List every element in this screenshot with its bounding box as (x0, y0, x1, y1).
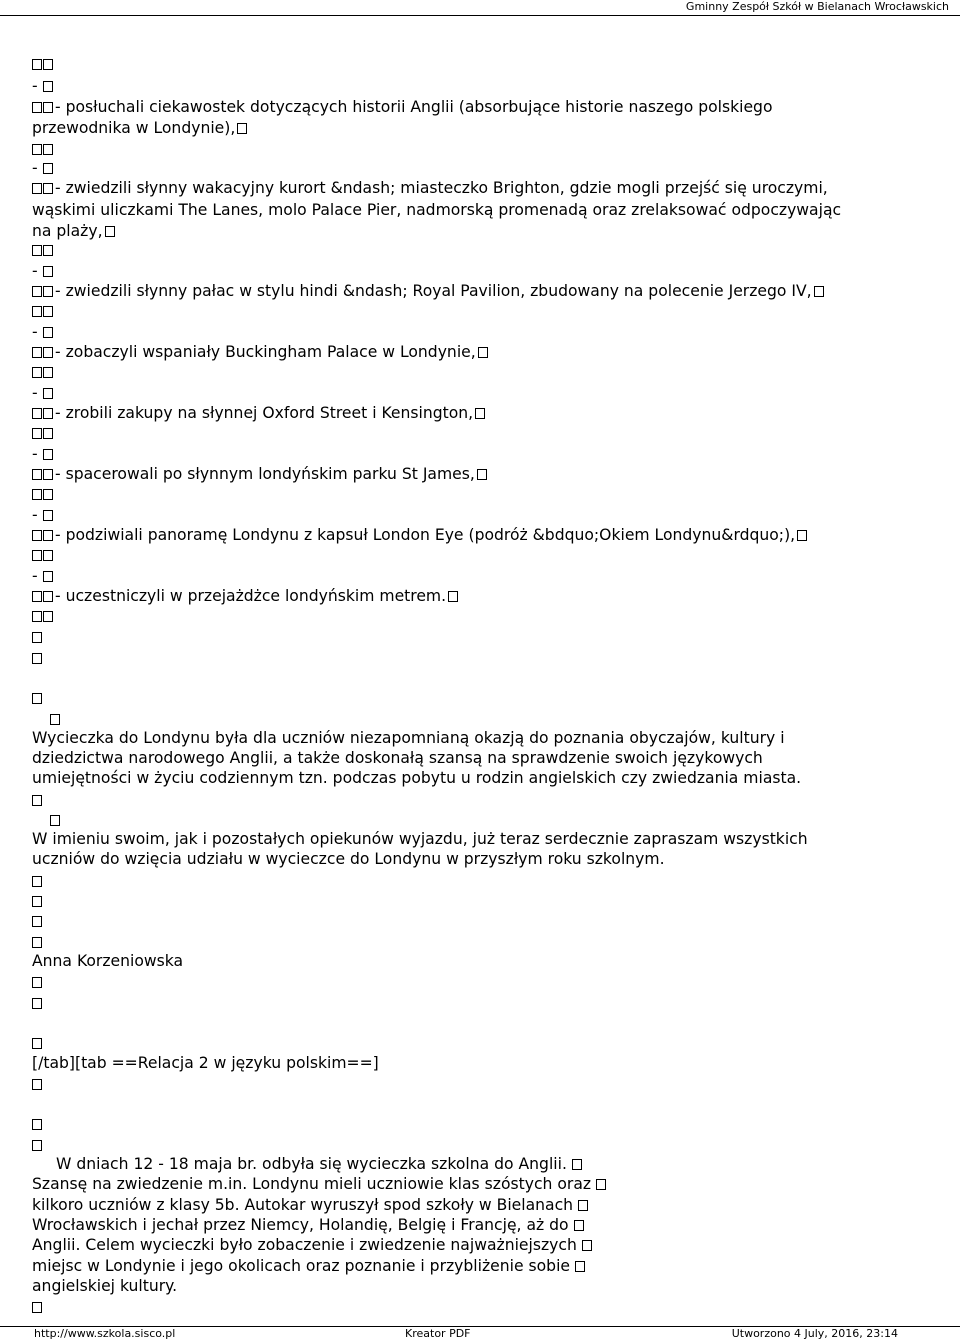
paragraph-line: Wycieczka do Londynu była dla uczniów niezapomnianą okazją do poznania obyczajów, kultury i (32, 729, 785, 747)
dash-row: - (32, 505, 55, 525)
glyph-row (32, 362, 55, 382)
dash-row: - (32, 383, 55, 403)
glyph-row (32, 688, 44, 708)
paragraph-line: Anglii. Celem wycieczki było zobaczenie i zwiedzenie najważniejszych (32, 1235, 594, 1255)
paragraph-line: Szansę na zwiedzenie m.in. Londynu mieli uczniowie klas szóstych oraz (32, 1174, 608, 1194)
dash-row: - (32, 566, 55, 586)
footer-url[interactable]: http://www.szkola.sisco.pl (34, 1327, 176, 1340)
dash-row: - (32, 261, 55, 281)
paragraph-line: umiejętności w życiu codziennym tzn. podczas pobytu u rodzin angielskich czy zwiedzania miasta. (32, 769, 802, 787)
paragraph-line: kilkoro uczniów z klasy 5b. Autokar wyruszył spod szkoły w Bielanach (32, 1195, 590, 1215)
glyph-row (32, 932, 44, 952)
list-item: - zwiedzili słynny wakacyjny kurort &ndash; miasteczko Brighton, gdzie mogli przejść się uroczymi, (32, 178, 828, 198)
glyph-row (32, 54, 55, 74)
paragraph-line: Wrocławskich i jechał przez Niemcy, Holandię, Belgię i Francję, aż do (32, 1215, 586, 1235)
glyph-row (32, 139, 55, 159)
list-item: - podziwiali panoramę Londynu z kapsuł London Eye (podróż &bdquo;Okiem Londynu&rdquo;), (32, 525, 809, 545)
glyph-row (32, 1033, 44, 1053)
paragraph-line: miejsc w Londynie i jego okolicach oraz poznanie i przybliżenie sobie (32, 1256, 587, 1276)
footer-generator: Kreator PDF (405, 1327, 471, 1340)
tab-marker: [/tab][tab ==Relacja 2 w języku polskim==] (32, 1054, 379, 1072)
list-item: - posłuchali ciekawostek dotyczących historii Anglii (absorbujące historie naszego polskiego (32, 97, 773, 117)
glyph-row (50, 810, 62, 830)
paragraph-line: W imieniu swoim, jak i pozostałych opiekunów wyjazdu, już teraz serdecznie zapraszam wszystkich (32, 830, 808, 848)
page-header (0, 1, 960, 16)
dash-row: - (32, 322, 55, 342)
list-item: - zobaczyli wspaniały Buckingham Palace w Londynie, (32, 342, 490, 362)
list-item: - uczestniczyli w przejażdżce londyńskim metrem. (32, 586, 460, 606)
glyph-row (32, 972, 44, 992)
glyph-row (32, 1114, 44, 1134)
glyph-row (32, 911, 44, 931)
glyph-row (32, 1135, 44, 1155)
paragraph-line: dziedzictwa narodowego Anglii, a także doskonałą szansą na sprawdzenie swoich językowych (32, 749, 763, 767)
list-item-cont: przewodnika w Londynie), (32, 118, 249, 138)
dash-row: - (32, 158, 55, 178)
paragraph-line: W dniach 12 - 18 maja br. odbyła się wycieczka szkolna do Anglii. (56, 1154, 584, 1174)
glyph-row (32, 1297, 44, 1317)
list-item-cont: wąskimi uliczkami The Lanes, molo Palace Pier, nadmorską promenadą oraz zrelaksować odpoczywając (32, 201, 842, 219)
dash-row: - (32, 76, 55, 96)
school-name: Gminny Zespół Szkół w Bielanach Wrocławskich (685, 0, 949, 13)
page-footer (0, 1326, 960, 1342)
glyph-row (32, 627, 44, 647)
footer-created: Utworzono 4 July, 2016, 23:14 (731, 1327, 898, 1340)
glyph-row (32, 891, 44, 911)
list-item-cont: na plaży, (32, 221, 117, 241)
glyph-row (32, 240, 55, 260)
glyph-row (32, 648, 44, 668)
paragraph-line: angielskiej kultury. (32, 1277, 178, 1295)
dash-row: - (32, 444, 55, 464)
list-item: - zwiedzili słynny pałac w stylu hindi &ndash; Royal Pavilion, zbudowany na polecenie Jerzego IV, (32, 281, 826, 301)
glyph-row (32, 993, 44, 1013)
glyph-row (32, 606, 55, 626)
list-item: - zrobili zakupy na słynnej Oxford Street i Kensington, (32, 403, 487, 423)
glyph-row (32, 790, 44, 810)
glyph-row (32, 484, 55, 504)
glyph-row (32, 301, 55, 321)
list-item: - spacerowali po słynnym londyńskim parku St James, (32, 464, 489, 484)
signature: Anna Korzeniowska (32, 952, 184, 970)
glyph-row (32, 1074, 44, 1094)
glyph-row (32, 871, 44, 891)
paragraph-line: uczniów do wzięcia udziału w wycieczce do Londynu w przyszłym roku szkolnym. (32, 850, 665, 868)
glyph-row (50, 709, 62, 729)
glyph-row (32, 545, 55, 565)
glyph-row (32, 423, 55, 443)
